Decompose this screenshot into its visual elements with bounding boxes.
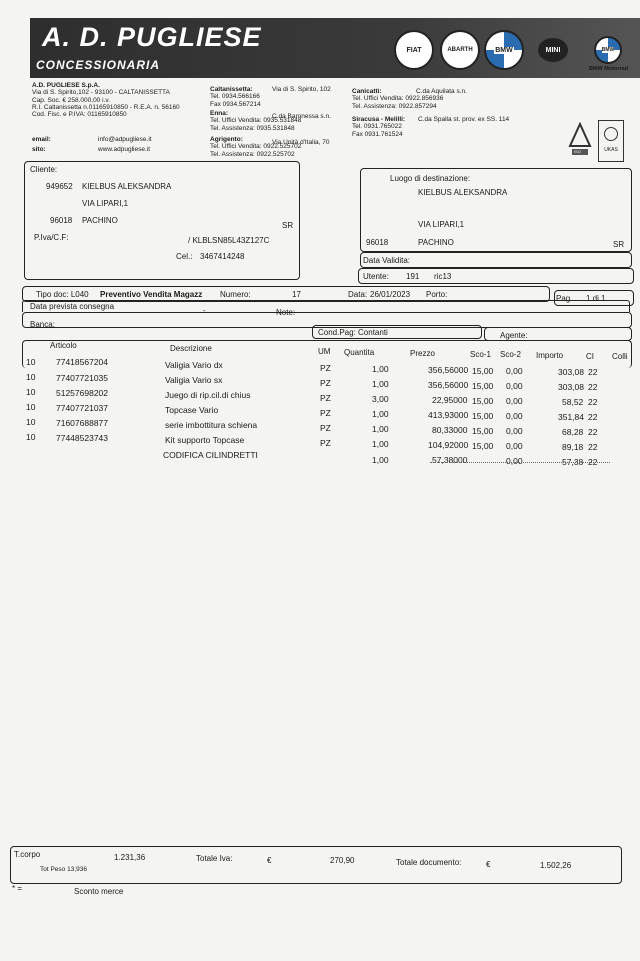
branch-title: Canicattì: [352,88,382,95]
data-label: Data: [348,290,368,299]
header-articolo: Articolo [50,341,77,350]
header-importo: Importo [536,351,564,360]
row-sco1: 15,00 [472,396,494,406]
destinazione-city: PACHINO [418,238,454,247]
utente-label: Utente: [363,272,389,281]
row-ci: 22 [588,412,598,422]
cliente-label: Cliente: [30,165,58,174]
site-label: sito: [32,146,46,153]
footer-sconto: Sconto merce [74,887,124,896]
company-line: R.I. Caltanissetta n.01165910850 - R.E.A. n. 56160 [32,103,180,111]
row-prezzo: 104,92000 [428,440,469,450]
row-n: 10 [26,432,36,442]
row-quantita: 1,00 [372,364,389,374]
row-descrizione: Kit supporto Topcase [165,435,245,445]
row-sco1: 15,00 [472,381,494,391]
agente-label: Agente: [500,331,528,340]
row-articolo: 71607688877 [56,418,109,428]
utente-code: 191 [406,272,420,281]
condpag-label: Cond.Pag: Contanti [318,328,388,337]
row-um: PZ [320,408,331,418]
row-articolo: 77407721037 [56,403,109,413]
row-sco1: 15,00 [472,426,494,436]
row-importo: 351,84 [558,412,584,422]
row-um: PZ [320,363,331,373]
row-sco1: 15,00 [472,441,494,451]
tipo-doc-name: Preventivo Vendita Magazz [100,290,203,299]
destinazione-name: KIELBUS ALEKSANDRA [418,188,508,197]
row-ci: 22 [588,442,598,452]
row-importo: 89,18 [562,442,584,452]
mini-logo: MINI [538,38,568,62]
branch-line: Tel. Assistenza: 0922.525702 [210,150,295,158]
cliente-name: KIELBUS ALEKSANDRA [82,182,172,191]
branch-address: C.da Baronessa s.n. [272,113,331,120]
cliente-cf: / KLBLSN85L43Z127C [188,236,270,245]
consegna-dash: - [203,306,206,315]
branch-line: Tel. Assistenza: 0935.531848 [210,124,295,132]
row-divider [430,462,610,463]
row-n: 10 [26,357,36,367]
row-sco1: 15,00 [472,366,494,376]
email-label: email: [32,136,51,143]
row-sco1: 15,00 [472,411,494,421]
cliente-code: 949652 [46,182,73,191]
row-ci: 22 [588,367,598,377]
row-prezzo: 356,56000 [428,380,469,390]
row-sco2: 0,00 [506,411,523,421]
row-descrizione: Juego di rip.cil.di chius [165,390,251,400]
company-logo-subtitle: CONCESSIONARIA [36,58,161,72]
row-prezzo: 80,33000 [432,425,468,435]
company-logo-title: A. D. PUGLIESE [42,22,262,52]
row-quantita: 1,00 [372,439,389,449]
row-um: PZ [320,393,331,403]
numero-label: Numero: [220,290,251,299]
row-articolo: 77418567204 [56,357,109,367]
row-ci: 22 [588,457,598,467]
fiat-logo: FIAT [394,30,434,70]
row-prezzo: 22,95000 [432,395,468,405]
header-sco1: Sco-1 [470,350,491,359]
footer-star: * = [12,884,23,893]
tcorpo-label: T.corpo [14,850,41,859]
destinazione-label: Luogo di destinazione: [390,174,471,183]
utente-box [358,268,634,284]
piva-label: P.Iva/C.F: [34,233,69,242]
row-n: 10 [26,387,36,397]
branch-line: Tel. Assistenza: 0922.857294 [352,102,437,110]
company-line: Via di S. Spirito,102 - 93100 - CALTANISSETTA [32,89,170,97]
row-importo: 303,08 [558,367,584,377]
ukas-cert-icon [598,120,624,162]
header-ci: CI [586,352,594,361]
row-sco2: 0,00 [506,441,523,451]
consegna-label: Data prevista consegna [30,302,115,311]
destinazione-address: VIA LIPARI,1 [418,220,465,229]
row-descrizione: serie imbottitura schiena [165,420,258,430]
header-prezzo: Prezzo [410,349,435,358]
row-descrizione: Topcase Vario [165,405,219,415]
header-descrizione: Descrizione [170,344,212,353]
branch-address: Via Unità d'Italia, 70 [272,139,330,146]
numero-value: 17 [292,290,301,299]
site-link[interactable]: www.adpugliese.it [98,146,151,153]
row-ci: 22 [588,427,598,437]
cliente-cap: 96018 [50,216,73,225]
row-sco2: 0,00 [506,381,523,391]
row-sco2: 0,00 [506,366,523,376]
bmw-motorrad-logo: BMW [594,36,622,64]
row-ci: 22 [588,397,598,407]
row-descrizione: CODIFICA CILINDRETTI [163,450,258,460]
iso-cert-icon [568,122,592,158]
branch-address: C.da Aquilata s.n. [416,88,467,95]
pag-value: 1 di 1 [586,294,606,303]
data-value: 26/01/2023 [370,290,411,299]
branch-siracusa [352,116,405,138]
row-quantita: 1,00 [372,409,389,419]
tipo-doc-label: Tipo doc: L040 [36,290,89,299]
row-articolo: 51257698202 [56,388,109,398]
row-importo: 303,08 [558,382,584,392]
row-um: PZ [320,423,331,433]
branch-line: Tel. Uffici Vendita: 0922.856936 [352,95,444,103]
row-sco2: 0,00 [506,456,523,466]
banca-label: Banca: [30,320,55,329]
pag-label: Pag [556,294,571,303]
company-info [32,82,212,118]
row-descrizione: Valigia Vario dx [165,360,223,370]
row-prezzo: 57,38000 [432,455,468,465]
destinazione-prov: SR [613,240,625,249]
row-importo: 58,52 [562,397,584,407]
peso-value: Tot Peso 13,936 [40,866,87,873]
branch-title: Enna: [210,110,229,117]
cliente-city: PACHINO [82,216,118,225]
row-quantita: 1,00 [372,424,389,434]
branch-title: Agrigento: [210,136,243,143]
header-quantita: Quantita [344,348,375,357]
row-n: 10 [26,372,36,382]
cliente-address: VIA LIPARI,1 [82,199,129,208]
email-link[interactable]: info@adpugliese.it [98,136,152,143]
row-quantita: 1,00 [372,379,389,389]
branch-caltanissetta [210,86,261,108]
iva-value: 270,90 [330,856,355,865]
header-um: UM [318,347,331,356]
porto-label: Porto: [426,290,448,299]
branch-address: C.da Spalla st. prov. ex SS. 114 [418,116,510,123]
cliente-prov: SR [282,221,294,230]
bmw-logo: BMW [484,30,524,70]
abarth-logo: ABARTH [440,30,480,70]
destinazione-cap: 96018 [366,238,389,247]
cel-label: Cel.: [176,252,193,261]
bmw-motorrad-label: BMW Motorrad [589,66,629,72]
row-descrizione: Valigia Vario sx [165,375,223,385]
branch-line: Fax 0934.567214 [210,100,261,108]
totale-doc-value: 1.502,26 [540,861,572,870]
row-um: PZ [320,378,331,388]
branch-line: Tel. 0931.765022 [352,123,402,131]
branch-line: Fax 0931.761524 [352,130,403,138]
totale-doc-currency: € [486,860,491,869]
totals-box [10,846,622,884]
validita-label: Data Validita: [363,256,410,265]
row-quantita: 3,00 [372,394,389,404]
row-um: PZ [320,438,331,448]
note-label: Note: [276,308,296,317]
utente-name: ric13 [434,272,452,281]
ukas-cert-label: UKAS [604,147,618,153]
company-line: Cap. Soc. € 258.000,00 i.v. [32,96,110,104]
row-articolo: 77448523743 [56,433,109,443]
tcorpo-value: 1.231,36 [114,853,146,862]
row-sco2: 0,00 [506,426,523,436]
branch-line: Tel. 0934.566166 [210,93,260,101]
header-colli: Colli [612,352,628,361]
row-prezzo: 413,93000 [428,410,469,420]
iva-currency: € [267,856,272,865]
header-sco2: Sco-2 [500,350,521,359]
cliente-cel: 3467414248 [200,252,245,261]
branch-title: Siracusa - Melilli: [352,116,406,123]
iva-label: Totale Iva: [196,854,233,863]
row-n: 10 [26,417,36,427]
branch-title: Caltanissetta: [210,86,253,93]
row-n: 10 [26,402,36,412]
row-sco2: 0,00 [506,396,523,406]
row-ci: 22 [588,382,598,392]
branch-line: Tel. Uffici Vendita: 0935.531848 [210,117,302,125]
row-prezzo: 356,56000 [428,365,469,375]
row-quantita: 1,00 [372,455,389,465]
row-importo: 57,38 [562,457,584,467]
row-importo: 68,28 [562,427,584,437]
iso-cert-label: ISO [574,149,581,154]
row-articolo: 77407721035 [56,373,109,383]
branch-line: Tel. Uffici Vendita: 0922.525702 [210,143,302,151]
company-name: A.D. PUGLIESE S.p.A. [32,82,100,89]
branch-address: Via di S. Spirito, 102 [272,86,331,93]
totale-doc-label: Totale documento: [396,858,462,867]
company-line: Cod. Fisc. e P.IVA: 01165910850 [32,111,127,119]
